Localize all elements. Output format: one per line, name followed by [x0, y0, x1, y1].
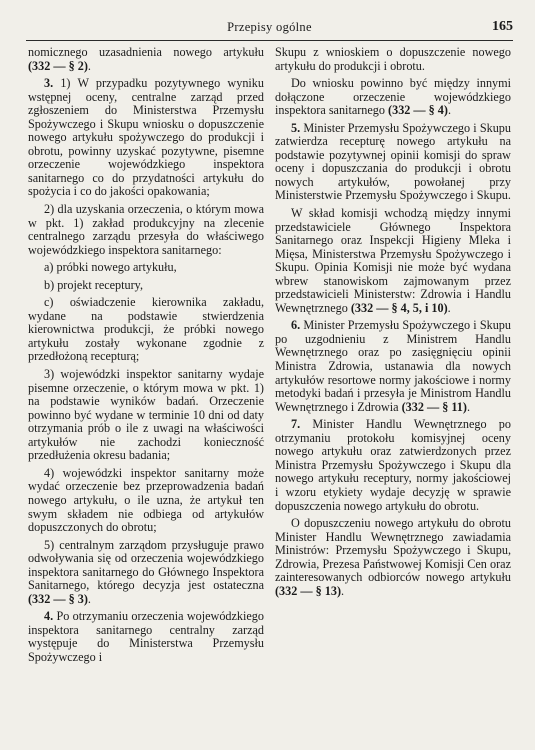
bold-run: (332 — § 4) — [388, 103, 448, 118]
text-run: Minister Przemysłu Spożywczego i Skupu po uzgodnieniu z Ministrem Handlu Wewnętrznego oraz po zasięgnięciu opinii Ministra Zdrowia, ustanawia dla nowych artykułów resortowe normy jakościowe i normy metodyki badań i przesyła je Ministrom Handlu Wewnętrznego i Zdrowia — [275, 318, 511, 414]
paragraph — [275, 319, 511, 414]
text-run: 5) centralnym zarządom przysługuje prawo odwoływania się od orzeczenia wojewódzkiego inspektora sanitarnego do Głównego Inspektora Sanitarnego, którego decyzja jest ostateczna — [28, 537, 264, 593]
paragraph — [28, 279, 264, 293]
text-run: . — [87, 58, 91, 73]
text-run: Do wniosku powinno być między innymi dołączone orzeczenie wojewódzkiego inspektora sanitarnego — [275, 76, 511, 118]
paragraph — [275, 418, 511, 513]
text-run: 4) wojewódzki inspektor sanitarny może wydać orzeczenie bez przeprowadzenia badań nowego artykułu, o ile uzna, że artykuł ten swym składem nie odbiega od artykułów dopuszczonych do obrotu; — [28, 465, 264, 535]
bold-run: 7. — [291, 417, 301, 432]
text-run: . — [447, 103, 452, 118]
text-run: . — [447, 300, 451, 315]
paragraph — [275, 207, 511, 315]
text-run: O dopuszczeniu nowego artykułu do obrotu Minister Handlu Wewnętrznego zawiadamia Ministrów: Przemysłu Spożywczego i Skupu, Zdrowia, Prezesa Państwowej Komisji Cen oraz zainteresowanych odbiorców nowego artykułu — [275, 516, 511, 585]
text-run: Minister Przemysłu Spożywczego i Skupu zatwierdza recepturę nowego artykułu na podstawie pozytywnej opinii komisji do spraw oceny i dopuszczania do produkcji i obrotu nowych artykułów, powołanej przy Ministerstwie Przemysłu Spożywczego i Skupu. — [275, 120, 511, 203]
text-run: . — [341, 583, 345, 598]
bold-run: (332 — § 3) — [28, 591, 88, 606]
page-header — [26, 14, 513, 41]
paragraph — [28, 46, 264, 73]
text-run: . — [87, 591, 91, 606]
paragraph — [28, 467, 264, 535]
bold-run: 5. — [291, 120, 301, 135]
page-number: 165 — [492, 19, 513, 34]
paragraph — [28, 368, 264, 463]
text-run: Minister Handlu Wewnętrznego po otrzymaniu protokołu komisyjnej oceny nowego artykułu oraz zatwierdzonych przez Ministra Przemysłu Spożywczego i Skupu dla nowego artykułu receptury, normy jakościowej i wzoru etykiety wydaje decyzję w sprawie dopuszczenia nowego artykułu do obrotu. — [275, 417, 511, 513]
paragraph — [275, 517, 511, 598]
paragraph — [28, 203, 264, 257]
bold-run: 3. — [44, 76, 54, 91]
text-run: b) projekt receptury, — [44, 277, 144, 292]
text-run: Po otrzymaniu orzeczenia wojewódzkiego inspektora sanitarnego centralny zarząd występuje do Ministerstwa Przemysłu Spożywczego i — [28, 609, 264, 664]
text-run: Skupu z wnioskiem o dopuszczenie nowego artykułu do produkcji i obrotu. — [275, 46, 511, 73]
text-run: 3) wojewódzki inspektor sanitarny wydaje pisemne orzeczenie, o którym mowa w pkt. 1) na podstawie wyników badań. Orzeczenie powinno być wydane w terminie 10 dni od daty otrzymania prób o ile z uwagi na właściwości artykułów nie zachodzi konieczność przedłużenia okresu badania; — [28, 367, 264, 463]
text-run: 2) dla uzyskania orzeczenia, o którym mowa w pkt. 1) zakład produkcyjny na zlecenie centralnego zarządu przesyła do właściwego wojewódzkiego inspektora sanitarnego: — [28, 202, 264, 257]
text-run: 1) W przypadku pozytywnego wyniku wstępnej oceny, centralne zarząd przed zgłoszeniem do Ministerstwa Przemysłu Spożywczego i Skupu wniosku o dopuszczenie nowego artykułu spożywczego do produkcji i obrotu, powinny uzyskać pozytywne, pisemne orzeczenie wojewódzkiego inspektora sanitarnego co do przydatności artykułu do spożycia i co do jakości opakowania; — [28, 76, 264, 199]
paragraph — [275, 46, 511, 73]
text-run: . — [466, 399, 470, 414]
running-title: Przepisy ogólne — [227, 20, 312, 34]
paragraph — [28, 539, 264, 607]
right-text-column — [275, 46, 511, 744]
paragraph — [275, 122, 511, 203]
paragraph — [28, 77, 264, 199]
bold-run: (332 — § 13) — [275, 583, 342, 598]
text-run: c) oświadczenie kierownika zakładu, wydane na podstawie stwierdzenia kierownictwa produkcji, że próbki nowego artykułu zostały wykonane zgodnie z przedłożoną recepturą; — [28, 295, 264, 364]
paragraph — [28, 261, 264, 275]
paragraph — [275, 77, 511, 118]
text-run: W skład komisji wchodzą między innymi przedstawiciele Głównego Inspektora Sanitarnego oraz Inspekcji Higieny Mleka i Mięsa, Ministerstwa Przemysłu Spożywczego i Skupu. Opinia Komisji nie może być wydana wbrew stanowiskom zajmowanym przez przedstawicieli Ministerstw: Zdrowia i Handlu Wewnętrznego — [275, 206, 511, 315]
text-run: nomicznego uzasadnienia nowego artykułu — [28, 46, 264, 59]
bold-run: 6. — [291, 318, 301, 333]
paragraph — [28, 610, 264, 664]
paragraph — [28, 296, 264, 364]
bold-run: (332 — § 11) — [401, 399, 467, 414]
bold-run: (332 — § 4, 5, i 10) — [350, 300, 448, 315]
bold-run: 4. — [44, 609, 54, 624]
text-run: a) próbki nowego artykułu, — [44, 260, 177, 275]
bold-run: (332 — § 2) — [28, 58, 88, 73]
left-text-column — [28, 46, 264, 744]
